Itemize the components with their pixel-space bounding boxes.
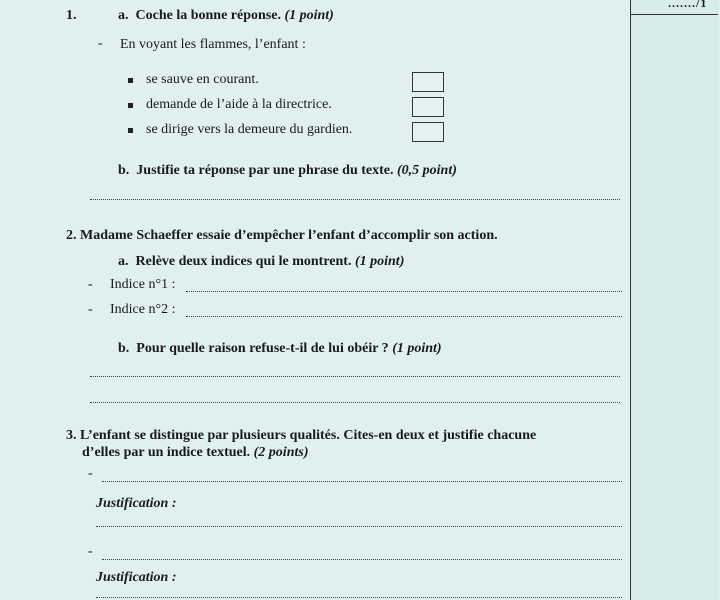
indice-1-dash: - [88, 277, 93, 292]
justification-1-answer-line[interactable] [96, 526, 622, 527]
indice-2-answer-line[interactable] [186, 316, 622, 317]
question-2b-label: b. [118, 341, 130, 356]
score-mark: ......./1 [668, 0, 708, 10]
question-3-text-line-1: L’enfant se distingue par plusieurs qualités. Cites-en deux et justifie chacune [80, 428, 537, 443]
option-3-checkbox[interactable] [412, 122, 444, 142]
question-3-text-line-2: d’elles par un indice textuel. [82, 445, 251, 460]
question-1-stem: En voyant les flammes, l’enfant : [120, 37, 306, 52]
question-2a-heading [118, 254, 404, 270]
answer-line-2b-2[interactable] [90, 402, 620, 403]
indice-1-answer-line[interactable] [186, 291, 622, 292]
question-3-line-2 [82, 445, 308, 461]
option-3-text: se dirige vers la demeure du gardien. [146, 122, 353, 137]
question-2a-label: a. [118, 254, 129, 269]
question-1b-heading [118, 163, 457, 179]
question-2-heading [66, 228, 498, 244]
bullet-3 [128, 128, 133, 133]
justification-2-label: Justification : [96, 570, 177, 585]
stem-dash: - [98, 36, 103, 51]
question-2a-points: (1 point) [354, 254, 405, 269]
justification-2-answer-line[interactable] [96, 597, 622, 598]
bullet-1 [128, 78, 133, 83]
question-2a-text: Relève deux indices qui le montrent. [135, 254, 352, 269]
indice-2-label: Indice n°2 : [110, 302, 176, 317]
question-3-points: (2 points) [253, 445, 309, 460]
justification-1-label: Justification : [96, 496, 177, 511]
question-1b-points: (0,5 point) [396, 163, 457, 178]
indice-2-dash: - [88, 302, 93, 317]
question-1b-label: b. [118, 163, 130, 178]
question-1b-text: Justifie ta réponse par une phrase du texte. [136, 163, 394, 178]
quality-1-dash: - [88, 466, 93, 481]
question-2b-text: Pour quelle raison refuse-t-il de lui obéir ? [136, 341, 389, 356]
option-1-checkbox[interactable] [412, 72, 444, 92]
question-1a-text: Coche la bonne réponse. [135, 8, 281, 23]
bullet-2 [128, 103, 133, 108]
answer-line-2b-1[interactable] [90, 376, 620, 377]
question-2-text: Madame Schaeffer essaie d’empêcher l’enfant d’accomplir son action. [80, 228, 498, 243]
answer-line-1b[interactable] [90, 199, 620, 200]
question-1a-heading [118, 8, 334, 24]
option-1-text: se sauve en courant. [146, 72, 259, 87]
question-2b-points: (1 point) [392, 341, 442, 356]
question-1-number: 1. [66, 8, 77, 23]
question-1a-label: a. [118, 8, 129, 23]
indice-1-label: Indice n°1 : [110, 277, 176, 292]
quality-1-answer-line[interactable] [102, 481, 622, 482]
grading-margin-column [630, 0, 719, 600]
question-1a-points: (1 point) [284, 8, 334, 23]
question-2-number: 2. [66, 228, 77, 243]
quality-2-dash: - [88, 544, 93, 559]
quality-2-answer-line[interactable] [102, 559, 622, 560]
option-2-text: demande de l’aide à la directrice. [146, 97, 332, 112]
question-3-line-1 [66, 428, 536, 444]
option-2-checkbox[interactable] [412, 97, 444, 117]
question-3-number: 3. [66, 428, 77, 443]
question-2b-heading [118, 341, 442, 357]
